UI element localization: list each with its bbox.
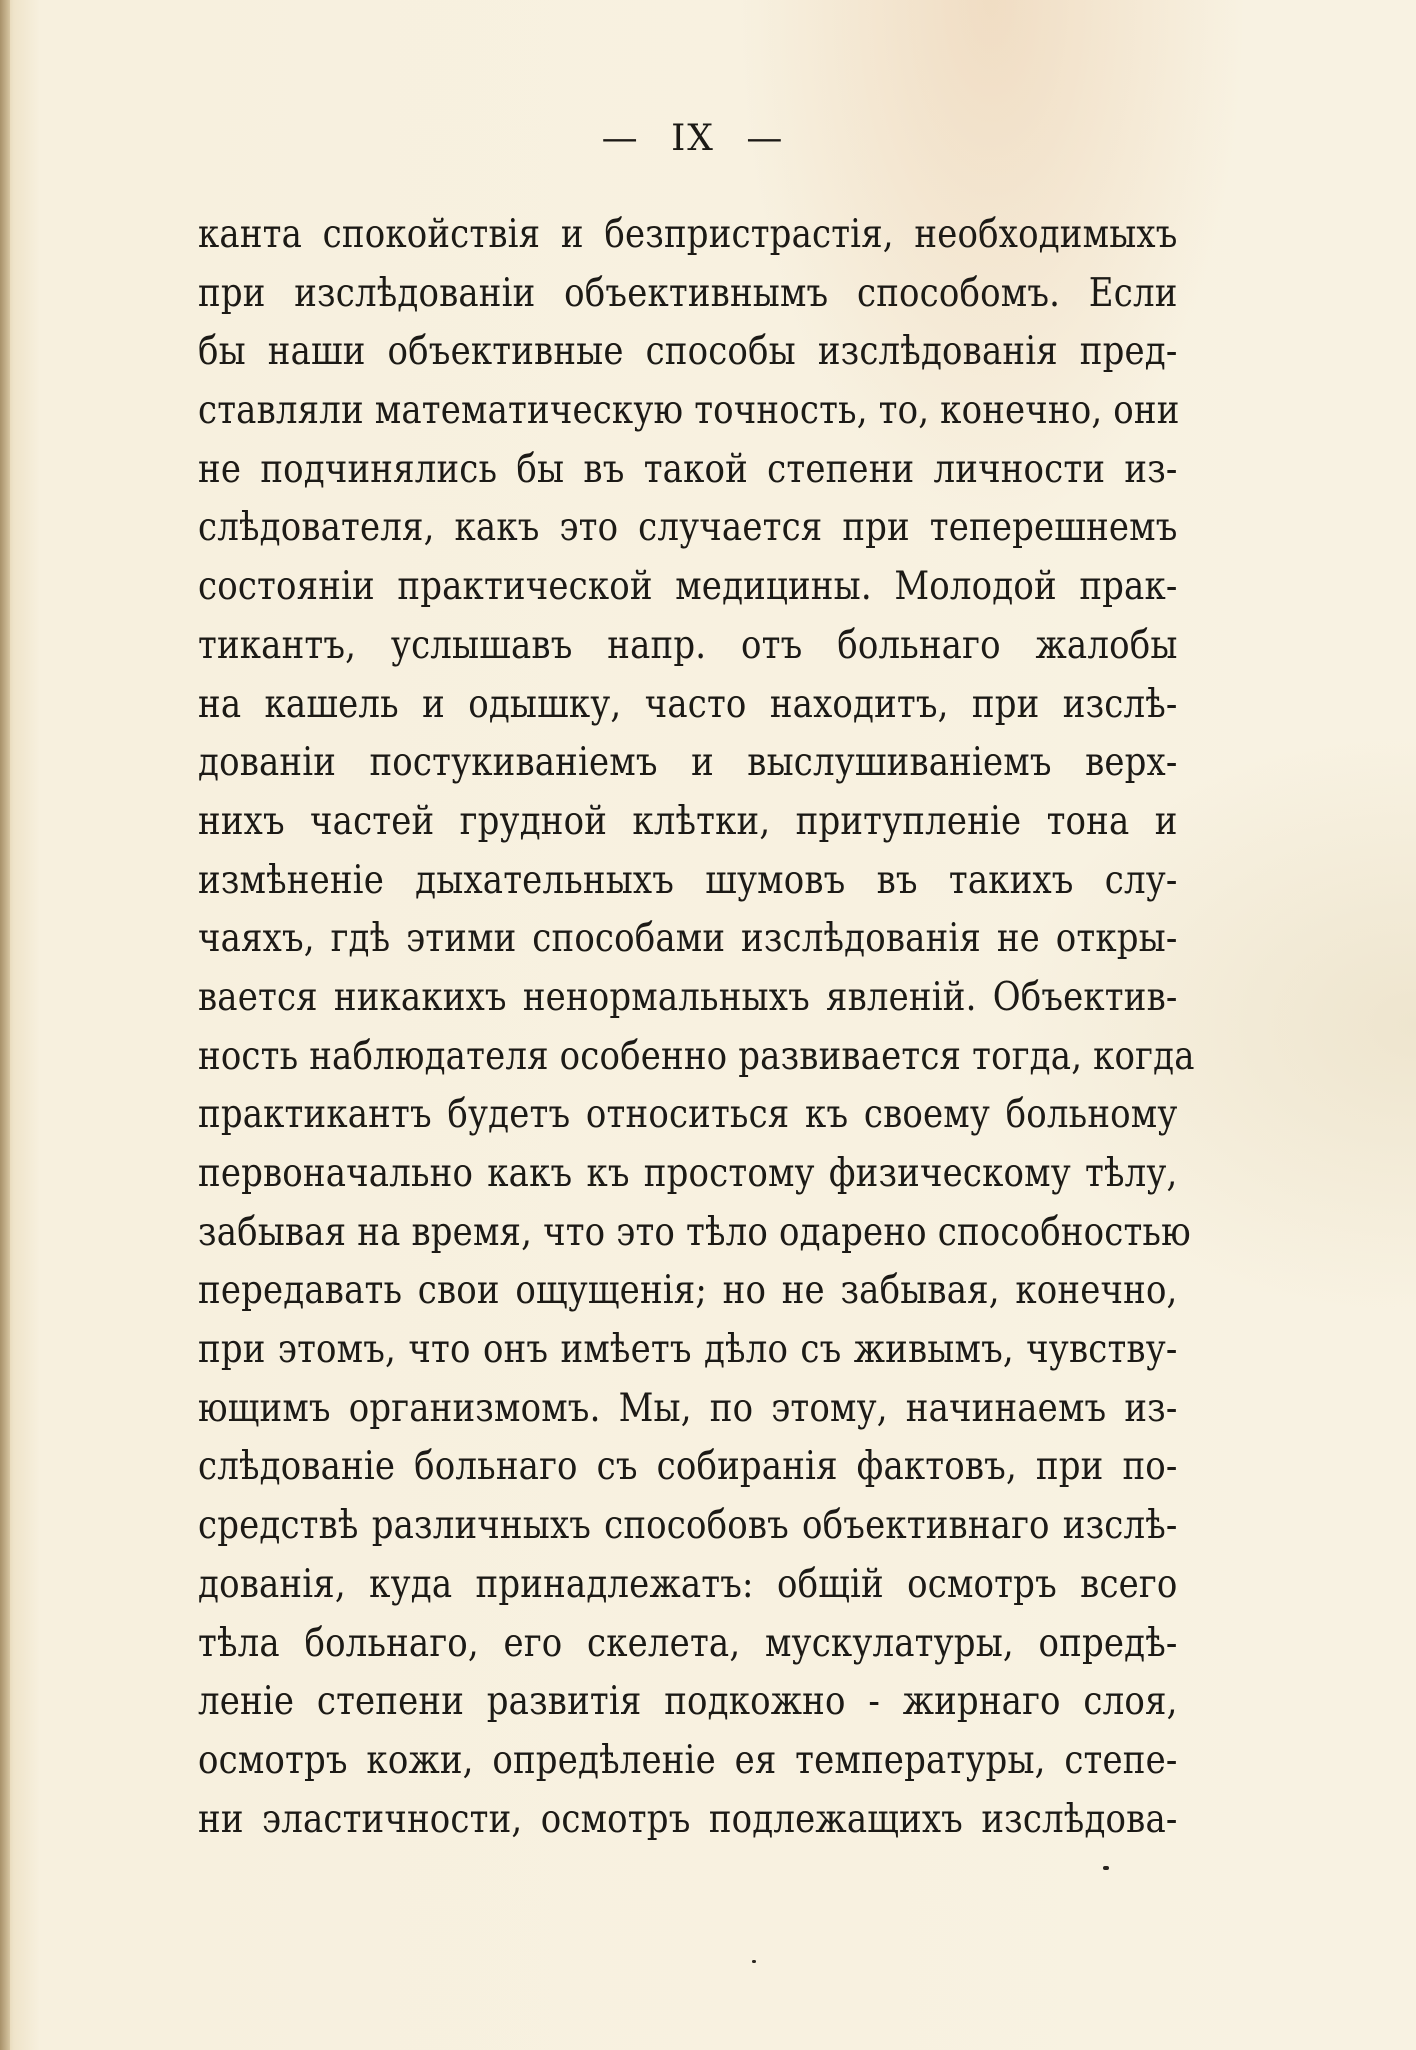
text-line: измѣненіе дыхательныхъ шумовъ въ такихъ слу- xyxy=(198,856,1178,903)
text-line: ни эластичности, осмотръ подлежащихъ изслѣдова- xyxy=(198,1795,1178,1842)
text-line: тикантъ, услышавъ напр. отъ больнаго жалобы xyxy=(198,621,1178,668)
body-text xyxy=(198,205,1195,1848)
text-line: практикантъ будетъ относиться къ своему больному xyxy=(198,1091,1178,1138)
text-line: забывая на время, что это тѣло одарено способностью xyxy=(198,1208,1191,1255)
text-line: передавать свои ощущенія; но не забывая, конечно, xyxy=(198,1267,1178,1314)
text-line: вается никакихъ ненормальныхъ явленій. Объектив- xyxy=(198,973,1178,1020)
text-line: при изслѣдованіи объективнымъ способомъ. Если xyxy=(198,269,1178,316)
text-line: бы наши объективные способы изслѣдованія пред- xyxy=(198,328,1178,375)
ink-speck xyxy=(752,1960,756,1963)
text-line: слѣдованіе больнаго съ собиранія фактовъ, при по- xyxy=(198,1443,1178,1490)
text-line: осмотръ кожи, опредѣленіе ея температуры, степе- xyxy=(198,1736,1178,1783)
text-line: состояніи практической медицины. Молодой прак- xyxy=(198,563,1178,610)
ink-speck xyxy=(1103,1866,1109,1870)
text-line: средствѣ различныхъ способовъ объективнаго изслѣ- xyxy=(198,1502,1178,1549)
header-left-dash: — xyxy=(601,118,640,159)
text-line: слѣдователя, какъ это случается при теперешнемъ xyxy=(198,504,1178,551)
text-line: тѣла больнаго, его скелета, мускулатуры, опредѣ- xyxy=(198,1619,1178,1666)
text-line: ющимъ организмомъ. Мы, по этому, начинаемъ из- xyxy=(198,1384,1178,1431)
page-header xyxy=(0,118,1386,159)
text-line: леніе степени развитія подкожно - жирнаго слоя, xyxy=(198,1678,1178,1725)
text-line: дованіи постукиваніемъ и выслушиваніемъ верх- xyxy=(198,739,1178,786)
text-line: первоначально какъ къ простому физическому тѣлу, xyxy=(198,1150,1178,1196)
header-right-dash: — xyxy=(746,118,785,159)
text-line: канта спокойствія и безпристрастія, необходимыхъ xyxy=(198,211,1178,257)
text-line: дованія, куда принадлежатъ: общій осмотръ всего xyxy=(198,1560,1178,1607)
text-line: ность наблюдателя особенно развивается тогда, когда xyxy=(198,1032,1195,1079)
page-binding-edge xyxy=(0,0,10,2050)
text-line: на кашель и одышку, часто находитъ, при изслѣ- xyxy=(198,680,1178,727)
text-line: нихъ частей грудной клѣтки, притупленіе тона и xyxy=(198,797,1178,844)
text-line: не подчинялись бы въ такой степени личности из- xyxy=(198,445,1178,492)
text-line: ставляли математическую точность, то, конечно, они xyxy=(198,387,1180,434)
text-line: чаяхъ, гдѣ этими способами изслѣдованія не откры- xyxy=(198,915,1178,962)
text-line: при этомъ, что онъ имѣетъ дѣло съ живымъ, чувству- xyxy=(198,1326,1178,1373)
page-number: IX xyxy=(671,118,715,159)
